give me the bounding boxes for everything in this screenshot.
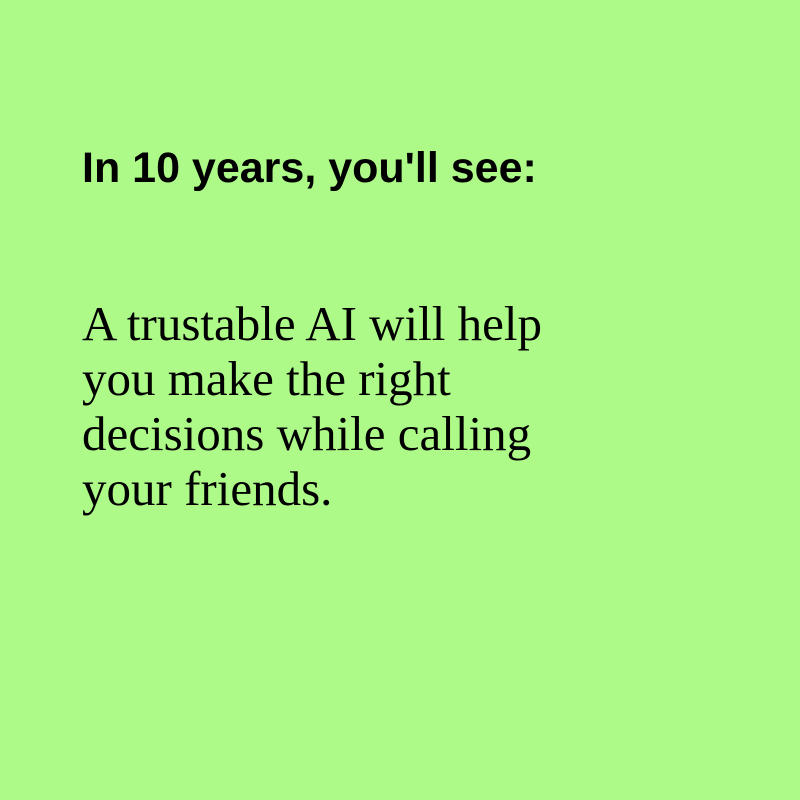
- body-line-1: A trustable AI will help: [82, 296, 542, 351]
- body-line-2: you make the right: [82, 351, 451, 406]
- card-body-text: [82, 296, 722, 516]
- card-heading: In 10 years, you'll see:: [82, 144, 537, 192]
- body-line-4: your friends.: [82, 461, 333, 516]
- body-line-3: decisions while calling: [82, 406, 532, 461]
